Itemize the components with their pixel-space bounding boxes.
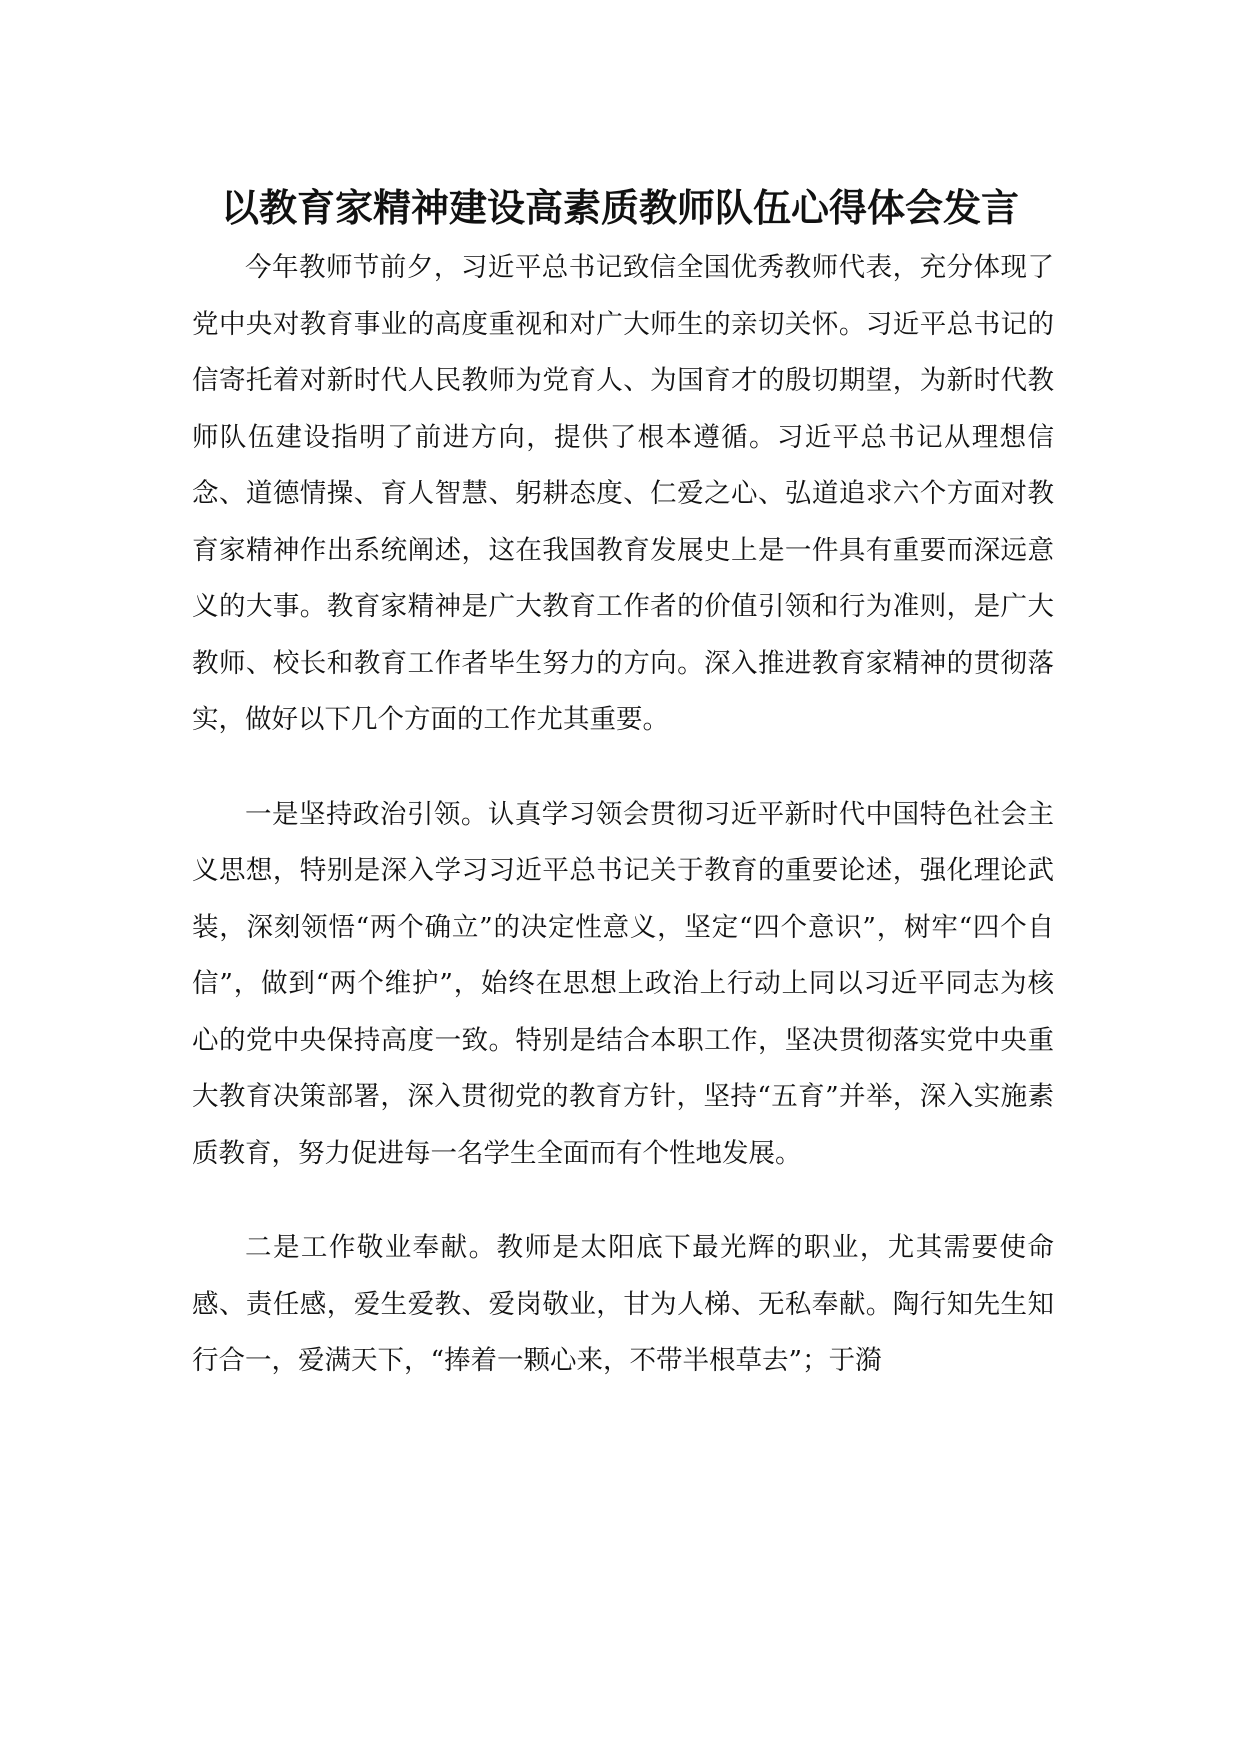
- paragraph-dedication: 二是工作敬业奉献。教师是太阳底下最光辉的职业，尤其需要使命感、责任感，爱生爱教、爱岗敬业，甘为人梯、无私奉献。陶行知先生知行合一，爱满天下，“捧着一颗心来，不带半根草去”；于漪: [192, 1232, 1054, 1376]
- paragraph-political-guidance: 一是坚持政治引领。认真学习领会贯彻习近平新时代中国特色社会主义思想，特别是深入学习习近平总书记关于教育的重要论述，强化理论武装，深刻领悟“两个确立”的决定性意义，坚定“四个意识”，树牢“四个自信”，做到“两个维护”，始终在思想上政治上行动上同以习近平同志为核心的党中央保持高度一致。特别是结合本职工作，坚决贯彻落实党中央重大教育决策部署，深入贯彻党的教育方针，坚持“五育”并举，深入实施素质教育，努力促进每一名学生全面而有个性地发展。: [192, 798, 1054, 1169]
- paragraph-intro: 今年教师节前夕，习近平总书记致信全国优秀教师代表，充分体现了党中央对教育事业的高度重视和对广大师生的亲切关怀。习近平总书记的信寄托着对新时代人民教师为党育人、为国育才的殷切期望，为新时代教师队伍建设指明了前进方向，提供了根本遵循。习近平总书记从理想信念、道德情操、育人智慧、躬耕态度、仁爱之心、弘道追求六个方面对教育家精神作出系统阐述，这在我国教育发展史上是一件具有重要而深远意义的大事。教育家精神是广大教育工作者的价值引领和行为准则，是广大教师、校长和教育工作者毕生努力的方向。深入推进教育家精神的贯彻落实，做好以下几个方面的工作尤其重要。: [192, 252, 1054, 735]
- document-title: 以教育家精神建设高素质教师队伍心得体会发言: [220, 185, 1019, 230]
- document-body: [192, 240, 1054, 1390]
- paragraph-gap: [192, 1182, 1054, 1220]
- paragraph-gap: [192, 749, 1054, 787]
